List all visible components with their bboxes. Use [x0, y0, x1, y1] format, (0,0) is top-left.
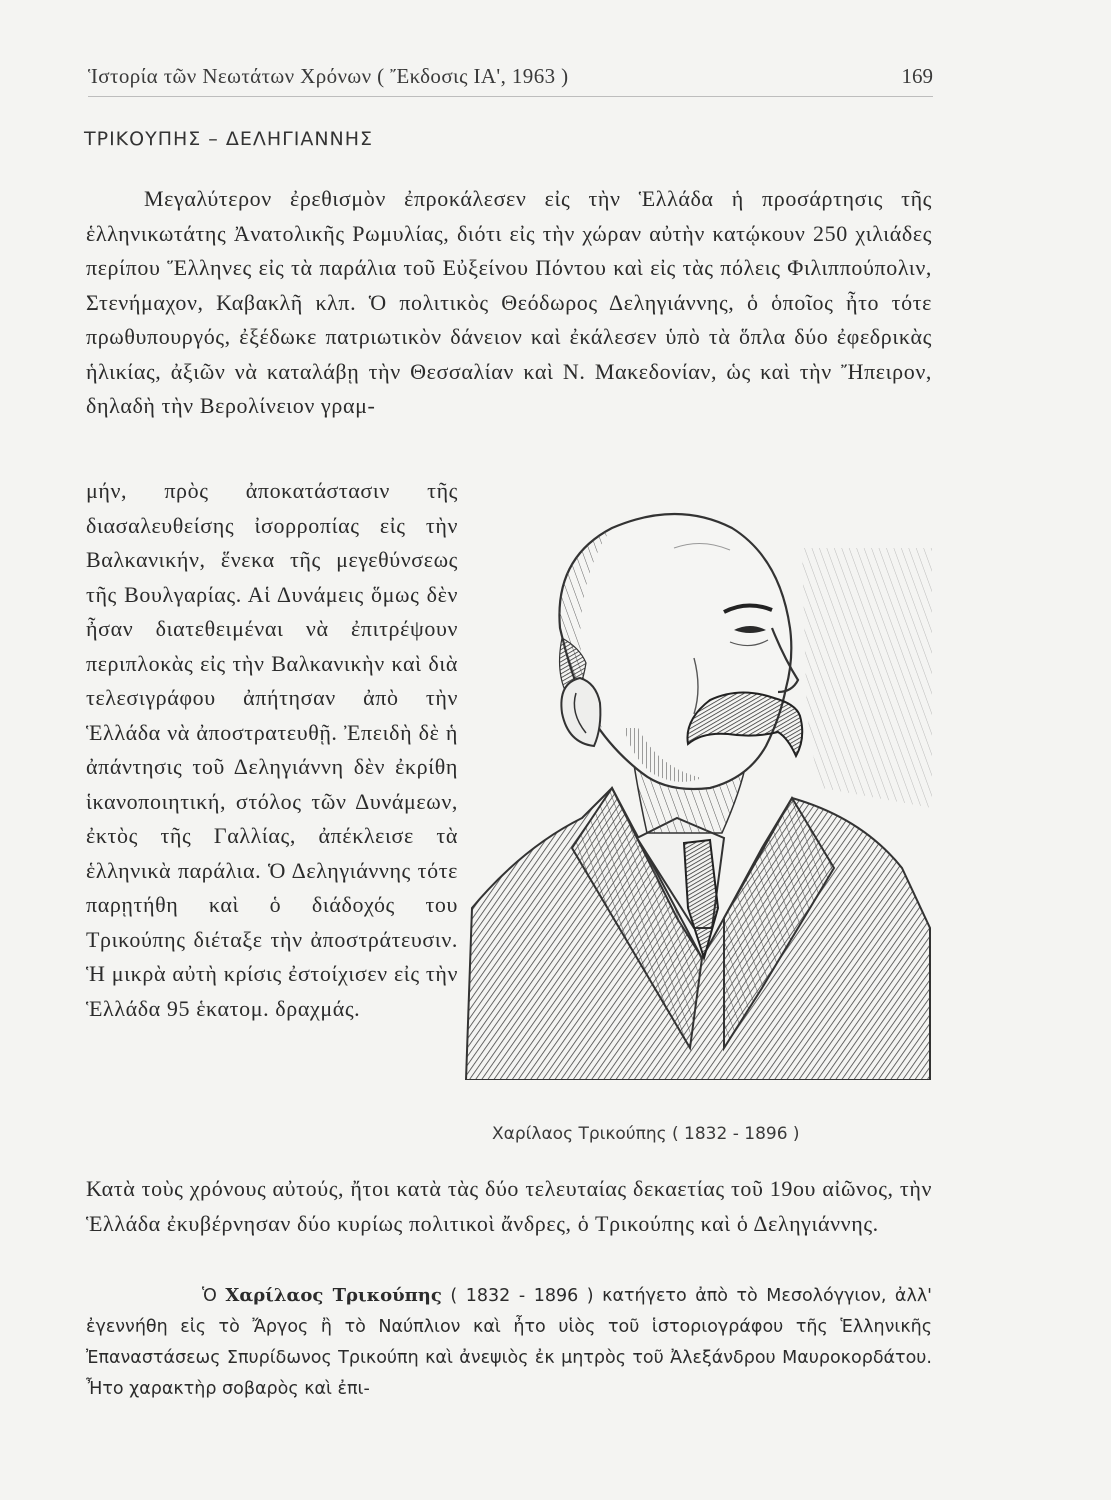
header-rule — [88, 96, 933, 97]
p4-name-bold: Χαρίλαος Τρικούπης — [225, 1285, 442, 1306]
background-hatch — [802, 548, 932, 808]
ear — [561, 678, 600, 746]
running-title: Ἱστορία τῶν Νεωτάτων Χρόνων ( Ἔκδοσις ΙΑ', 1963 ) — [88, 64, 569, 88]
p4-intro: Ὁ — [202, 1286, 226, 1306]
paragraph-3: Κατὰ τοὺς χρόνους αὐτούς, ἤτοι κατὰ τὰς δύο τελευταίας δεκαετίας τοῦ 19ου αἰῶνος, τὴν Ἑλλάδα ἐκυβέρνησαν δύο κυρίως πολιτικοὶ ἄνδρες, ὁ Τρικούπης καὶ ὁ Δεληγιάννης. — [86, 1176, 932, 1236]
page-number: 169 — [901, 64, 933, 88]
section-title: ΤΡΙΚΟΥΠΗΣ – ΔΕΛΗΓΙΑΝΝΗΣ — [84, 128, 374, 150]
paragraph-1: Μεγαλύτερον ἐρεθισμὸν ἐπροκάλεσεν εἰς τὴν Ἑλλάδα ἡ προσάρτησις τῆς ἑλληνικωτάτης Ἀνατολικῆς Ρωμυλίας, διότι εἰς τὴν χώραν αὐτὴν κατῴκουν 250 χιλιάδες περίπου Ἕλληνες εἰς τὰ παράλια τοῦ Εὐξείνου Πόντου καὶ εἰς τὰς πόλεις Φιλιππούπολιν, Στενήμαχον, Καβακλῆ κλπ. Ὁ πολιτικὸς Θεόδωρος Δεληγιάννης, ὁ ὁποῖος ἦτο τότε πρωθυπουργός, ἐξέδωκε πατριωτικὸν δάνειον καὶ ἐκάλεσεν ὑπὸ τὰ ὅπλα δύο ἐφεδρικὰς ἡλικίας, ἀξιῶν νὰ καταλάβῃ τὴν Θεσσαλίαν καὶ Ν. Μακεδονίαν, ὡς καὶ τὴν Ἤπειρον, δηλαδὴ τὴν Βερολίνειον γραμ- — [86, 186, 932, 418]
portrait-caption: Χαρίλαος Τρικούπης ( 1832 - 1896 ) — [492, 1124, 800, 1144]
running-header — [88, 64, 933, 94]
paragraph-4 — [86, 1280, 932, 1405]
portrait-engraving — [462, 488, 934, 1080]
p4-rest: ( 1832 - 1896 ) κατήγετο ἀπὸ τὸ Μεσολόγγιον, ἀλλ' ἐγεννήθη εἰς τὸ Ἄργος ἢ τὸ Ναύπλιον καὶ ἦτο υἱὸς τοῦ ἱστοριογράφου τῆς Ἑλληνικῆς Ἐπαναστάσεως Σπυρίδωνος Τρικούπη καὶ ἀνεψιὸς ἐκ μητρὸς τοῦ Ἀλεξάνδρου Μαυροκορδάτου. Ἦτο χαρακτὴρ σοβαρὸς καὶ ἐπι- — [86, 1286, 932, 1399]
paragraph-2: μήν, πρὸς ἀποκατάστασιν τῆς διασαλευθείσης ἰσορροπίας εἰς τὴν Βαλκανικήν, ἕνεκα τῆς μεγεθύνσεως τῆς Βουλγαρίας. Αἱ Δυνάμεις ὅμως δὲν ἦσαν διατεθειμέναι νὰ ἐπιτρέψουν περιπλοκὰς εἰς τὴν Βαλκανικὴν καὶ διὰ τελεσιγράφου ἀπήτησαν ἀπὸ τὴν Ἑλλάδα νὰ ἀποστρατευθῇ. Ἐπειδὴ δὲ ἡ ἀπάντησις τοῦ Δεληγιάννη δὲν ἐκρίθη ἱκανοποιητική, στόλος τῶν Δυνάμεων, ἐκτὸς τῆς Γαλλίας, ἀπέκλεισε τὰ ἑλληνικὰ παράλια. Ὁ Δεληγιάννης τότε παρῃτήθη καὶ ὁ διάδοχός του Τρικούπης διέταξε τὴν ἀποστράτευσιν. Ἡ μικρὰ αὐτὴ κρίσις ἐστοίχισεν εἰς τὴν Ἑλλάδα 95 ἑκατομ. δραχμάς. — [86, 478, 458, 1021]
